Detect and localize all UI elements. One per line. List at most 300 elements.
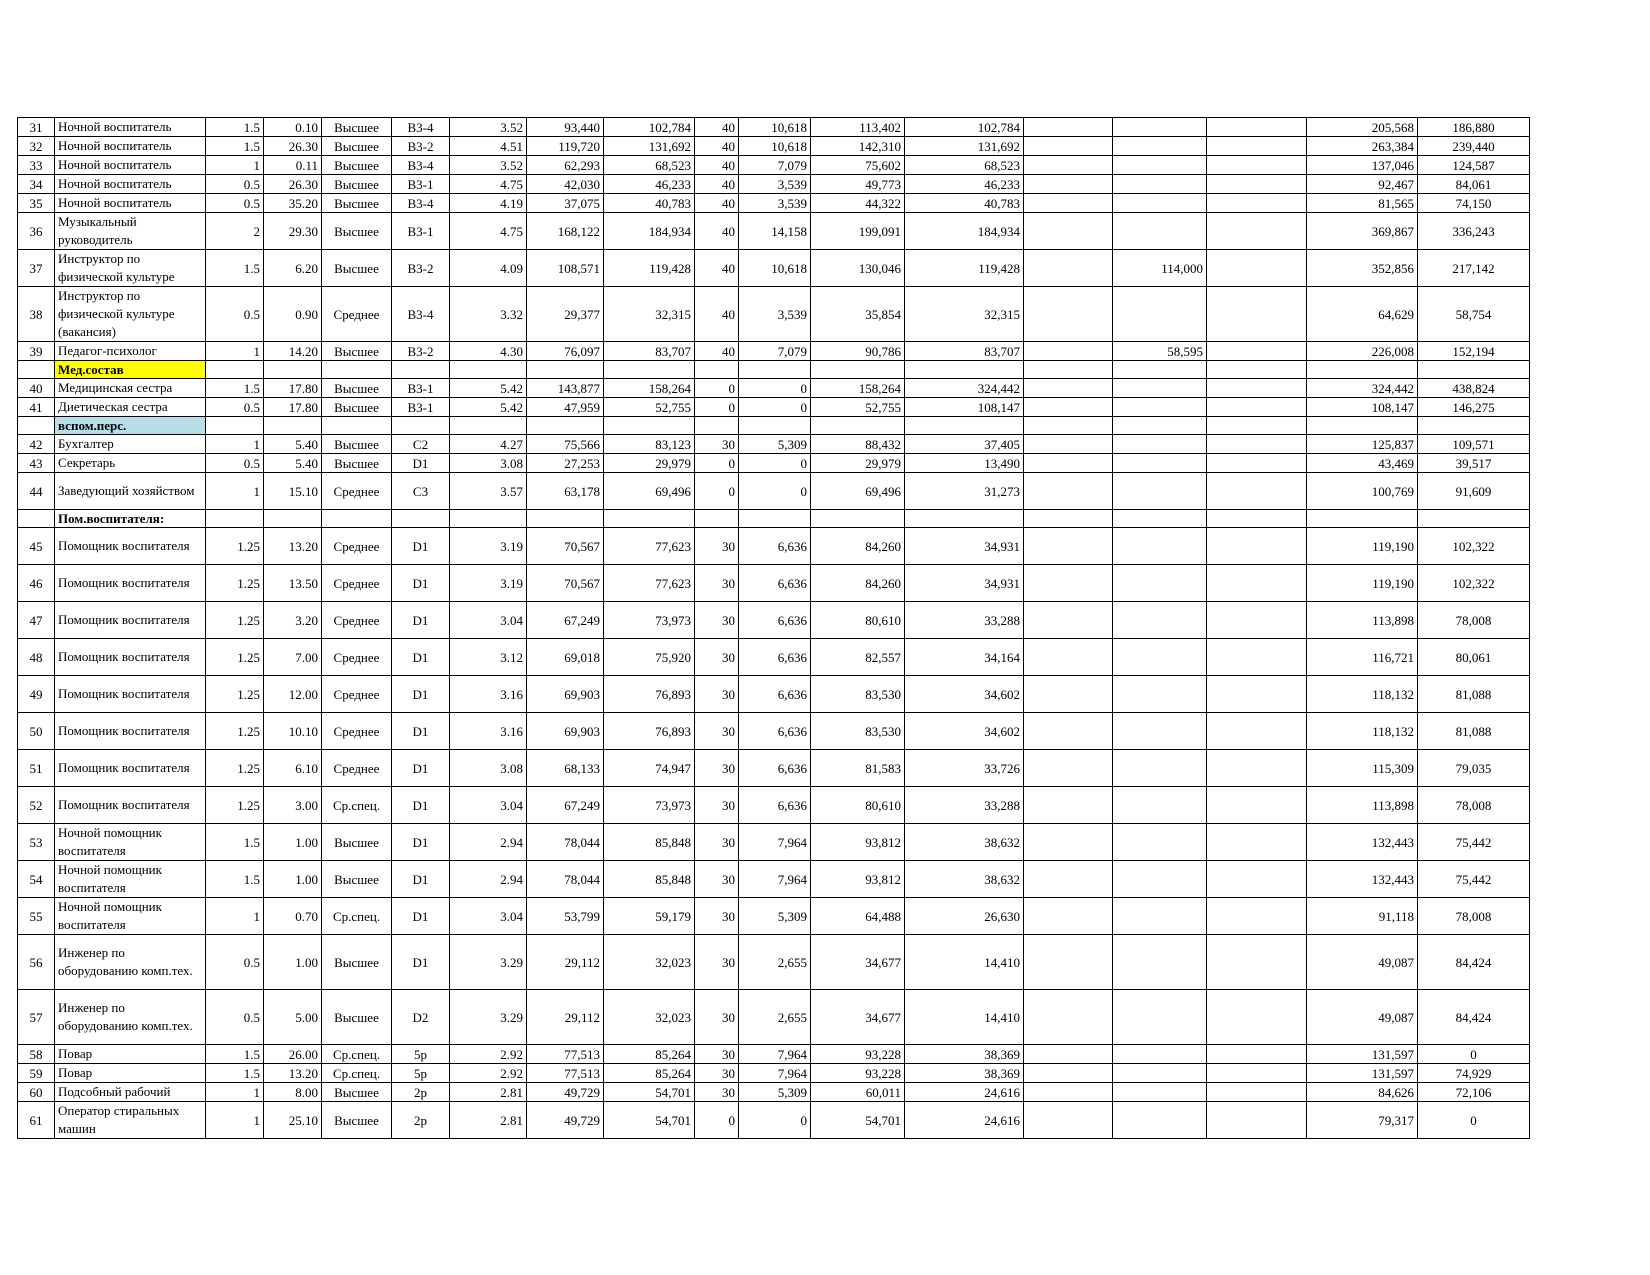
table-row bbox=[18, 1083, 1530, 1102]
salary-cell: 54,701 bbox=[604, 1102, 695, 1139]
annual-total-cell: 108,147 bbox=[1307, 398, 1418, 417]
amount-cell: 32,315 bbox=[905, 287, 1024, 342]
extra-pay-cell bbox=[1113, 713, 1207, 750]
extra-pay-cell bbox=[1113, 213, 1207, 250]
empty-cell-a bbox=[1024, 602, 1113, 639]
section-empty-cell bbox=[1113, 417, 1207, 435]
extra-pay-cell bbox=[1113, 861, 1207, 898]
final-cell: 336,243 bbox=[1418, 213, 1530, 250]
bonus-cell: 6,636 bbox=[739, 639, 811, 676]
amount-cell: 38,369 bbox=[905, 1045, 1024, 1064]
table-row bbox=[18, 175, 1530, 194]
coefficient-cell: 3.12 bbox=[450, 639, 527, 676]
base-salary-cell: 49,729 bbox=[527, 1102, 604, 1139]
row-number-cell: 39 bbox=[18, 342, 55, 361]
bonus-cell: 10,618 bbox=[739, 118, 811, 137]
coefficient-cell: 4.19 bbox=[450, 194, 527, 213]
category-cell: 5р bbox=[392, 1064, 450, 1083]
category-cell: 5р bbox=[392, 1045, 450, 1064]
empty-cell-b bbox=[1207, 287, 1307, 342]
amount-cell: 37,405 bbox=[905, 435, 1024, 454]
education-cell: Высшее bbox=[322, 454, 392, 473]
bonus-cell: 0 bbox=[739, 454, 811, 473]
education-cell: Высшее bbox=[322, 398, 392, 417]
empty-cell-a bbox=[1024, 1083, 1113, 1102]
empty-cell-a bbox=[1024, 990, 1113, 1045]
experience-cell: 5.40 bbox=[264, 454, 322, 473]
extra-pay-cell bbox=[1113, 156, 1207, 175]
empty-cell-a bbox=[1024, 824, 1113, 861]
experience-cell: 5.00 bbox=[264, 990, 322, 1045]
category-cell: D1 bbox=[392, 750, 450, 787]
rate-cell: 0.5 bbox=[206, 454, 264, 473]
education-cell: Ср.спец. bbox=[322, 898, 392, 935]
amount-cell: 68,523 bbox=[905, 156, 1024, 175]
annual-total-cell: 352,856 bbox=[1307, 250, 1418, 287]
row-number-cell: 48 bbox=[18, 639, 55, 676]
coefficient-cell: 3.08 bbox=[450, 750, 527, 787]
bonus-cell: 7,079 bbox=[739, 156, 811, 175]
section-empty-cell bbox=[1307, 510, 1418, 528]
empty-cell-a bbox=[1024, 1064, 1113, 1083]
total-cell: 75,602 bbox=[811, 156, 905, 175]
education-cell: Высшее bbox=[322, 824, 392, 861]
education-cell: Высшее bbox=[322, 1083, 392, 1102]
final-cell: 102,322 bbox=[1418, 565, 1530, 602]
table-row bbox=[18, 898, 1530, 935]
empty-cell-a bbox=[1024, 137, 1113, 156]
section-empty-cell bbox=[811, 510, 905, 528]
section-label-cell: вспом.перс. bbox=[55, 417, 206, 435]
percent-cell: 30 bbox=[695, 676, 739, 713]
row-number-cell: 44 bbox=[18, 473, 55, 510]
final-cell: 438,824 bbox=[1418, 379, 1530, 398]
coefficient-cell: 3.52 bbox=[450, 156, 527, 175]
annual-total-cell: 113,898 bbox=[1307, 787, 1418, 824]
empty-cell-a bbox=[1024, 379, 1113, 398]
final-cell: 79,035 bbox=[1418, 750, 1530, 787]
table-row bbox=[18, 287, 1530, 342]
position-cell: Инструктор по физической культуре bbox=[55, 250, 206, 287]
category-cell: D1 bbox=[392, 602, 450, 639]
amount-cell: 33,726 bbox=[905, 750, 1024, 787]
salary-cell: 32,023 bbox=[604, 990, 695, 1045]
amount-cell: 24,616 bbox=[905, 1083, 1024, 1102]
category-cell: D1 bbox=[392, 676, 450, 713]
experience-cell: 13.20 bbox=[264, 528, 322, 565]
total-cell: 93,812 bbox=[811, 861, 905, 898]
coefficient-cell: 3.16 bbox=[450, 676, 527, 713]
empty-cell-b bbox=[1207, 137, 1307, 156]
coefficient-cell: 3.32 bbox=[450, 287, 527, 342]
row-number-cell: 57 bbox=[18, 990, 55, 1045]
category-cell: B3-4 bbox=[392, 156, 450, 175]
section-empty-cell bbox=[392, 417, 450, 435]
education-cell: Ср.спец. bbox=[322, 1045, 392, 1064]
empty-cell-a bbox=[1024, 213, 1113, 250]
total-cell: 113,402 bbox=[811, 118, 905, 137]
table-row bbox=[18, 990, 1530, 1045]
final-cell: 72,106 bbox=[1418, 1083, 1530, 1102]
position-cell: Ночной воспитатель bbox=[55, 118, 206, 137]
category-cell: 2р bbox=[392, 1083, 450, 1102]
coefficient-cell: 2.81 bbox=[450, 1102, 527, 1139]
bonus-cell: 10,618 bbox=[739, 250, 811, 287]
amount-cell: 184,934 bbox=[905, 213, 1024, 250]
final-cell: 78,008 bbox=[1418, 787, 1530, 824]
education-cell: Среднее bbox=[322, 713, 392, 750]
empty-cell-b bbox=[1207, 713, 1307, 750]
section-empty-cell bbox=[811, 417, 905, 435]
coefficient-cell: 2.92 bbox=[450, 1045, 527, 1064]
base-salary-cell: 70,567 bbox=[527, 565, 604, 602]
experience-cell: 6.10 bbox=[264, 750, 322, 787]
salary-cell: 102,784 bbox=[604, 118, 695, 137]
annual-total-cell: 324,442 bbox=[1307, 379, 1418, 398]
section-empty-cell bbox=[1207, 417, 1307, 435]
amount-cell: 34,931 bbox=[905, 528, 1024, 565]
coefficient-cell: 4.30 bbox=[450, 342, 527, 361]
amount-cell: 324,442 bbox=[905, 379, 1024, 398]
base-salary-cell: 29,377 bbox=[527, 287, 604, 342]
empty-cell-a bbox=[1024, 175, 1113, 194]
percent-cell: 0 bbox=[695, 473, 739, 510]
extra-pay-cell bbox=[1113, 1064, 1207, 1083]
row-number-cell: 52 bbox=[18, 787, 55, 824]
row-number-cell: 55 bbox=[18, 898, 55, 935]
rate-cell: 0.5 bbox=[206, 194, 264, 213]
extra-pay-cell bbox=[1113, 1083, 1207, 1102]
experience-cell: 26.30 bbox=[264, 175, 322, 194]
coefficient-cell: 4.75 bbox=[450, 175, 527, 194]
extra-pay-cell bbox=[1113, 676, 1207, 713]
row-number-cell: 60 bbox=[18, 1083, 55, 1102]
final-cell: 146,275 bbox=[1418, 398, 1530, 417]
experience-cell: 5.40 bbox=[264, 435, 322, 454]
total-cell: 69,496 bbox=[811, 473, 905, 510]
row-number-cell: 37 bbox=[18, 250, 55, 287]
amount-cell: 14,410 bbox=[905, 935, 1024, 990]
position-cell: Заведующий хозяйством bbox=[55, 473, 206, 510]
salary-cell: 54,701 bbox=[604, 1083, 695, 1102]
section-empty-cell bbox=[695, 361, 739, 379]
table-row bbox=[18, 676, 1530, 713]
base-salary-cell: 93,440 bbox=[527, 118, 604, 137]
extra-pay-cell bbox=[1113, 602, 1207, 639]
empty-cell-a bbox=[1024, 639, 1113, 676]
base-salary-cell: 42,030 bbox=[527, 175, 604, 194]
rate-cell: 1.5 bbox=[206, 824, 264, 861]
base-salary-cell: 67,249 bbox=[527, 787, 604, 824]
final-cell: 39,517 bbox=[1418, 454, 1530, 473]
base-salary-cell: 29,112 bbox=[527, 990, 604, 1045]
total-cell: 60,011 bbox=[811, 1083, 905, 1102]
section-empty-cell bbox=[392, 361, 450, 379]
position-cell: Повар bbox=[55, 1064, 206, 1083]
empty-cell-b bbox=[1207, 118, 1307, 137]
table-row bbox=[18, 935, 1530, 990]
category-cell: D1 bbox=[392, 824, 450, 861]
table-row bbox=[18, 137, 1530, 156]
education-cell: Высшее bbox=[322, 1102, 392, 1139]
salary-cell: 76,893 bbox=[604, 676, 695, 713]
row-number-cell: 59 bbox=[18, 1064, 55, 1083]
base-salary-cell: 62,293 bbox=[527, 156, 604, 175]
experience-cell: 1.00 bbox=[264, 935, 322, 990]
row-number-cell: 50 bbox=[18, 713, 55, 750]
position-cell: Подсобный рабочий bbox=[55, 1083, 206, 1102]
empty-cell-b bbox=[1207, 935, 1307, 990]
section-empty-cell bbox=[604, 417, 695, 435]
extra-pay-cell bbox=[1113, 435, 1207, 454]
final-cell: 91,609 bbox=[1418, 473, 1530, 510]
rate-cell: 0.5 bbox=[206, 175, 264, 194]
row-number-cell: 45 bbox=[18, 528, 55, 565]
total-cell: 130,046 bbox=[811, 250, 905, 287]
table-row bbox=[18, 156, 1530, 175]
final-cell: 75,442 bbox=[1418, 861, 1530, 898]
amount-cell: 102,784 bbox=[905, 118, 1024, 137]
coefficient-cell: 4.09 bbox=[450, 250, 527, 287]
experience-cell: 13.50 bbox=[264, 565, 322, 602]
total-cell: 93,812 bbox=[811, 824, 905, 861]
total-cell: 54,701 bbox=[811, 1102, 905, 1139]
bonus-cell: 3,539 bbox=[739, 194, 811, 213]
experience-cell: 10.10 bbox=[264, 713, 322, 750]
category-cell: D1 bbox=[392, 787, 450, 824]
final-cell: 74,929 bbox=[1418, 1064, 1530, 1083]
category-cell: B3-1 bbox=[392, 213, 450, 250]
total-cell: 142,310 bbox=[811, 137, 905, 156]
education-cell: Высшее bbox=[322, 435, 392, 454]
bonus-cell: 6,636 bbox=[739, 565, 811, 602]
empty-cell-a bbox=[1024, 750, 1113, 787]
final-cell: 84,424 bbox=[1418, 935, 1530, 990]
rate-cell: 1.25 bbox=[206, 639, 264, 676]
extra-pay-cell bbox=[1113, 898, 1207, 935]
experience-cell: 7.00 bbox=[264, 639, 322, 676]
section-empty-cell bbox=[1418, 417, 1530, 435]
section-row bbox=[18, 361, 1530, 379]
category-cell: D1 bbox=[392, 528, 450, 565]
row-number-cell: 56 bbox=[18, 935, 55, 990]
base-salary-cell: 108,571 bbox=[527, 250, 604, 287]
section-empty-cell bbox=[1418, 361, 1530, 379]
section-empty-cell bbox=[322, 361, 392, 379]
total-cell: 34,677 bbox=[811, 990, 905, 1045]
rate-cell: 1 bbox=[206, 1102, 264, 1139]
salary-cell: 46,233 bbox=[604, 175, 695, 194]
empty-cell-b bbox=[1207, 602, 1307, 639]
empty-cell-a bbox=[1024, 676, 1113, 713]
education-cell: Высшее bbox=[322, 175, 392, 194]
amount-cell: 38,632 bbox=[905, 824, 1024, 861]
amount-cell: 34,164 bbox=[905, 639, 1024, 676]
position-cell: Оператор стиральных машин bbox=[55, 1102, 206, 1139]
category-cell: D2 bbox=[392, 990, 450, 1045]
extra-pay-cell bbox=[1113, 454, 1207, 473]
experience-cell: 1.00 bbox=[264, 861, 322, 898]
rate-cell: 1.5 bbox=[206, 379, 264, 398]
position-cell: Медицинская сестра bbox=[55, 379, 206, 398]
final-cell: 124,587 bbox=[1418, 156, 1530, 175]
education-cell: Среднее bbox=[322, 287, 392, 342]
base-salary-cell: 63,178 bbox=[527, 473, 604, 510]
percent-cell: 30 bbox=[695, 713, 739, 750]
salary-cell: 83,707 bbox=[604, 342, 695, 361]
staff-table bbox=[17, 117, 1530, 1139]
salary-cell: 76,893 bbox=[604, 713, 695, 750]
bonus-cell: 6,636 bbox=[739, 602, 811, 639]
experience-cell: 26.30 bbox=[264, 137, 322, 156]
amount-cell: 34,602 bbox=[905, 713, 1024, 750]
salary-cell: 85,264 bbox=[604, 1064, 695, 1083]
coefficient-cell: 3.29 bbox=[450, 935, 527, 990]
category-cell: B3-1 bbox=[392, 379, 450, 398]
final-cell: 80,061 bbox=[1418, 639, 1530, 676]
percent-cell: 30 bbox=[695, 1045, 739, 1064]
base-salary-cell: 29,112 bbox=[527, 935, 604, 990]
final-cell: 81,088 bbox=[1418, 713, 1530, 750]
total-cell: 93,228 bbox=[811, 1045, 905, 1064]
table-row bbox=[18, 250, 1530, 287]
coefficient-cell: 2.92 bbox=[450, 1064, 527, 1083]
table-row bbox=[18, 528, 1530, 565]
section-empty-cell bbox=[1113, 510, 1207, 528]
annual-total-cell: 113,898 bbox=[1307, 602, 1418, 639]
section-label-cell: Пом.воспитателя: bbox=[55, 510, 206, 528]
extra-pay-cell bbox=[1113, 1045, 1207, 1064]
annual-total-cell: 369,867 bbox=[1307, 213, 1418, 250]
section-empty-cell bbox=[322, 417, 392, 435]
rate-cell: 0.5 bbox=[206, 398, 264, 417]
section-empty-cell bbox=[695, 417, 739, 435]
category-cell: C3 bbox=[392, 473, 450, 510]
education-cell: Высшее bbox=[322, 935, 392, 990]
extra-pay-cell bbox=[1113, 398, 1207, 417]
rate-cell: 1.5 bbox=[206, 1064, 264, 1083]
annual-total-cell: 132,443 bbox=[1307, 861, 1418, 898]
empty-cell-b bbox=[1207, 676, 1307, 713]
empty-cell-a bbox=[1024, 287, 1113, 342]
extra-pay-cell bbox=[1113, 137, 1207, 156]
category-cell: B3-4 bbox=[392, 287, 450, 342]
section-empty-cell bbox=[1113, 361, 1207, 379]
experience-cell: 13.20 bbox=[264, 1064, 322, 1083]
salary-cell: 32,023 bbox=[604, 935, 695, 990]
bonus-cell: 0 bbox=[739, 473, 811, 510]
percent-cell: 40 bbox=[695, 118, 739, 137]
annual-total-cell: 64,629 bbox=[1307, 287, 1418, 342]
position-cell: Ночной воспитатель bbox=[55, 194, 206, 213]
rate-cell: 1 bbox=[206, 435, 264, 454]
percent-cell: 30 bbox=[695, 861, 739, 898]
annual-total-cell: 116,721 bbox=[1307, 639, 1418, 676]
empty-cell-b bbox=[1207, 342, 1307, 361]
final-cell: 58,754 bbox=[1418, 287, 1530, 342]
experience-cell: 25.10 bbox=[264, 1102, 322, 1139]
salary-cell: 85,848 bbox=[604, 861, 695, 898]
empty-cell-a bbox=[1024, 473, 1113, 510]
empty-cell-b bbox=[1207, 639, 1307, 676]
table-row bbox=[18, 713, 1530, 750]
base-salary-cell: 68,133 bbox=[527, 750, 604, 787]
bonus-cell: 7,964 bbox=[739, 1045, 811, 1064]
bonus-cell: 7,964 bbox=[739, 824, 811, 861]
base-salary-cell: 67,249 bbox=[527, 602, 604, 639]
position-cell: Помощник воспитателя bbox=[55, 713, 206, 750]
empty-cell-b bbox=[1207, 1083, 1307, 1102]
category-cell: D1 bbox=[392, 565, 450, 602]
rate-cell: 1.5 bbox=[206, 250, 264, 287]
category-cell: B3-4 bbox=[392, 194, 450, 213]
category-cell: B3-1 bbox=[392, 398, 450, 417]
bonus-cell: 7,079 bbox=[739, 342, 811, 361]
bonus-cell: 0 bbox=[739, 379, 811, 398]
annual-total-cell: 137,046 bbox=[1307, 156, 1418, 175]
annual-total-cell: 118,132 bbox=[1307, 676, 1418, 713]
empty-cell-b bbox=[1207, 435, 1307, 454]
table-row bbox=[18, 435, 1530, 454]
percent-cell: 40 bbox=[695, 342, 739, 361]
percent-cell: 40 bbox=[695, 287, 739, 342]
salary-cell: 52,755 bbox=[604, 398, 695, 417]
table-row bbox=[18, 342, 1530, 361]
rate-cell: 1 bbox=[206, 342, 264, 361]
annual-total-cell: 100,769 bbox=[1307, 473, 1418, 510]
amount-cell: 38,632 bbox=[905, 861, 1024, 898]
empty-cell-b bbox=[1207, 787, 1307, 824]
section-empty-cell bbox=[264, 417, 322, 435]
section-empty-cell bbox=[18, 361, 55, 379]
coefficient-cell: 4.75 bbox=[450, 213, 527, 250]
position-cell: Помощник воспитателя bbox=[55, 787, 206, 824]
experience-cell: 0.10 bbox=[264, 118, 322, 137]
coefficient-cell: 4.51 bbox=[450, 137, 527, 156]
position-cell: Диетическая сестра bbox=[55, 398, 206, 417]
education-cell: Высшее bbox=[322, 379, 392, 398]
empty-cell-b bbox=[1207, 194, 1307, 213]
category-cell: 2р bbox=[392, 1102, 450, 1139]
table-row bbox=[18, 565, 1530, 602]
position-cell: Музыкальный руководитель bbox=[55, 213, 206, 250]
base-salary-cell: 69,903 bbox=[527, 713, 604, 750]
category-cell: D1 bbox=[392, 639, 450, 676]
percent-cell: 30 bbox=[695, 1083, 739, 1102]
empty-cell-b bbox=[1207, 750, 1307, 787]
percent-cell: 40 bbox=[695, 156, 739, 175]
empty-cell-a bbox=[1024, 342, 1113, 361]
empty-cell-a bbox=[1024, 1102, 1113, 1139]
coefficient-cell: 3.29 bbox=[450, 990, 527, 1045]
empty-cell-a bbox=[1024, 1045, 1113, 1064]
salary-cell: 131,692 bbox=[604, 137, 695, 156]
extra-pay-cell bbox=[1113, 935, 1207, 990]
final-cell: 0 bbox=[1418, 1045, 1530, 1064]
bonus-cell: 6,636 bbox=[739, 750, 811, 787]
table-row bbox=[18, 750, 1530, 787]
section-empty-cell bbox=[1207, 510, 1307, 528]
coefficient-cell: 2.94 bbox=[450, 861, 527, 898]
section-empty-cell bbox=[739, 361, 811, 379]
salary-cell: 73,973 bbox=[604, 787, 695, 824]
coefficient-cell: 3.52 bbox=[450, 118, 527, 137]
extra-pay-cell bbox=[1113, 787, 1207, 824]
bonus-cell: 2,655 bbox=[739, 990, 811, 1045]
base-salary-cell: 69,903 bbox=[527, 676, 604, 713]
section-empty-cell bbox=[18, 417, 55, 435]
table-row bbox=[18, 639, 1530, 676]
